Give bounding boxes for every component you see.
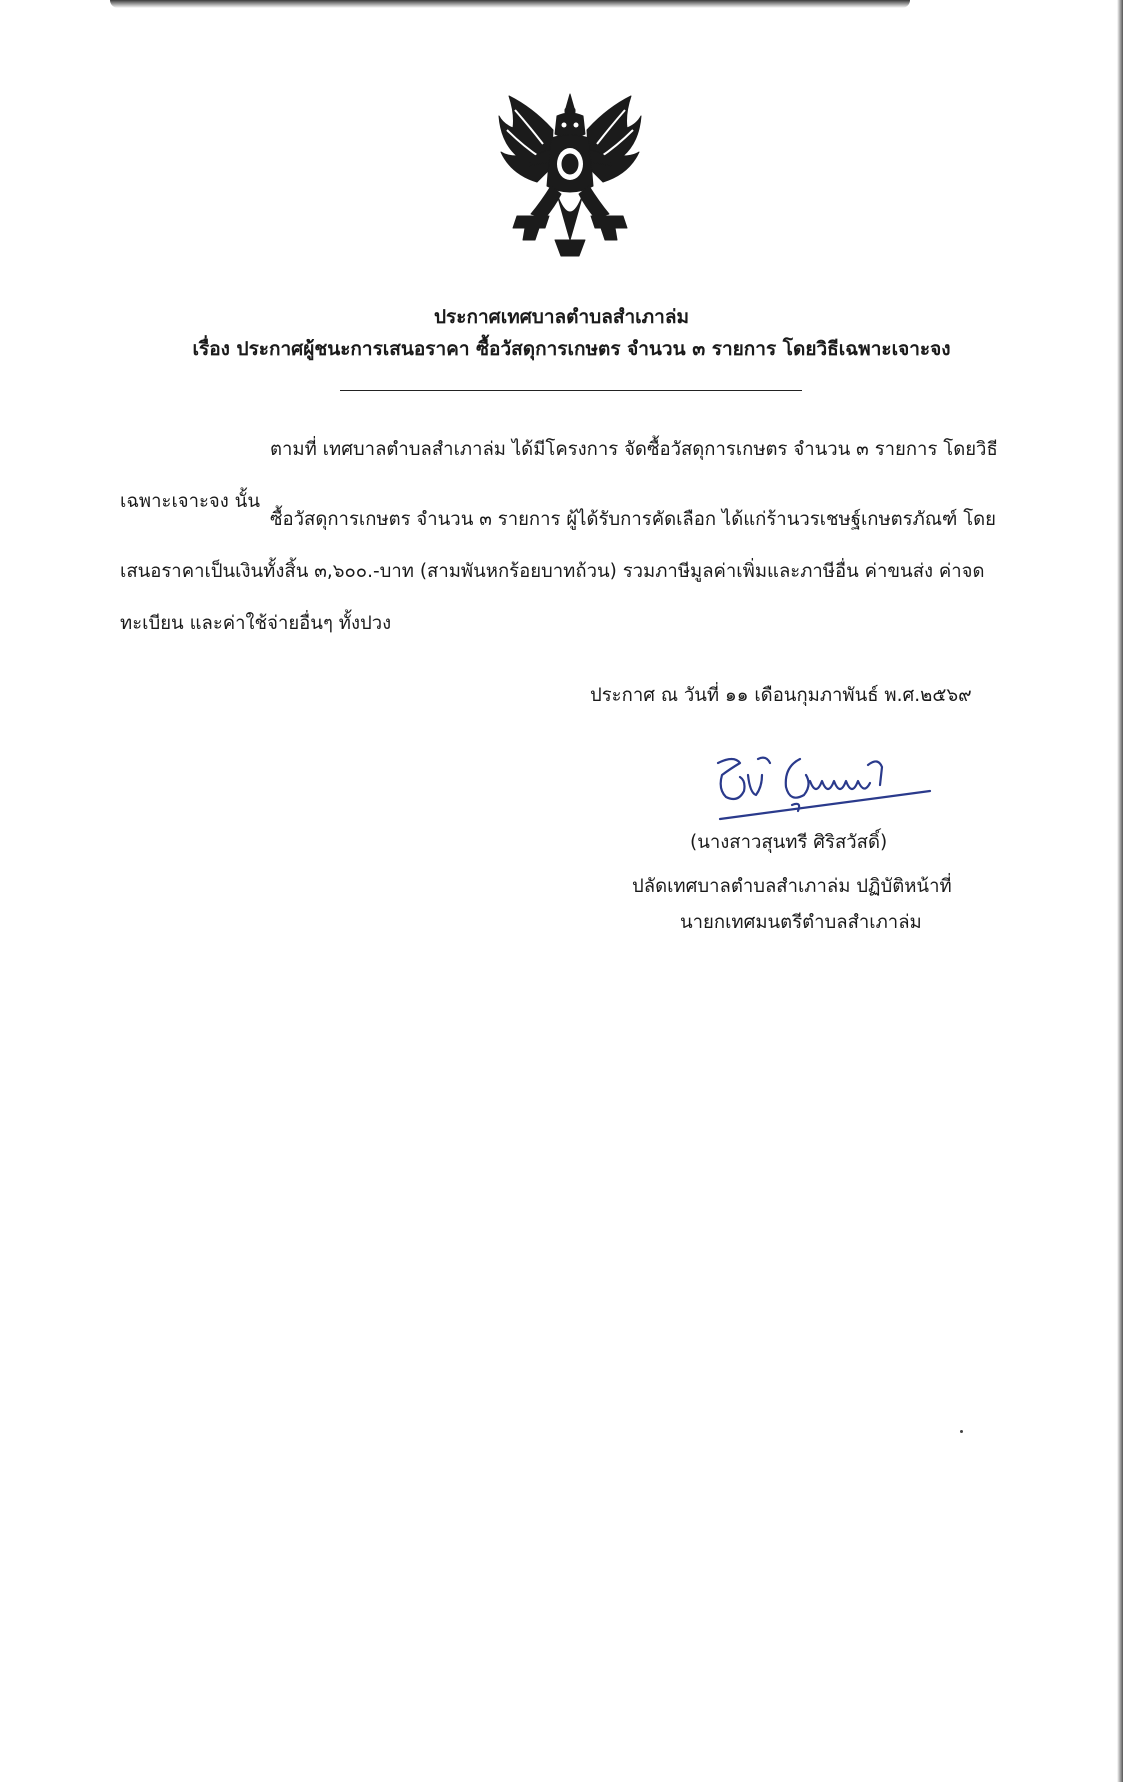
signatory-position-line-2: นายกเทศมนตรีตำบลสำเภาล่ม [680,912,922,933]
handwritten-signature [700,745,945,825]
scan-edge-right [1117,0,1123,1782]
announcement-subject: เรื่อง ประกาศผู้ชนะการเสนอราคา ซื้อวัสดุการเกษตร จำนวน ๓ รายการ โดยวิธีเฉพาะเจาะจง [192,338,951,360]
scan-speck [960,1430,963,1433]
paragraph-2-line-1: ซื้อวัสดุการเกษตร จำนวน ๓ รายการ ผู้ได้รับการคัดเลือก ได้แก่ร้านวรเชษฐ์เกษตรภัณฑ์ โดย [270,509,997,530]
signatory-position-line-1: ปลัดเทศบาลตำบลสำเภาล่ม ปฏิบัติหน้าที่ [632,876,952,897]
paragraph-1-line-1: ตามที่ เทศบาลตำบลสำเภาล่ม ได้มีโครงการ จัดซื้อวัสดุการเกษตร จำนวน ๓ รายการ โดยวิธี [270,439,998,460]
announcement-title: ประกาศเทศบาลตำบลสำเภาล่ม [434,306,689,328]
paragraph-2-line-3: ทะเบียน และค่าใช้จ่ายอื่นๆ ทั้งปวง [120,613,392,634]
paragraph-1-line-2: เฉพาะเจาะจง นั้น [120,491,260,512]
paragraph-2-line-2: เสนอราคาเป็นเงินทั้งสิ้น ๓,๖๐๐.-บาท (สามพันหกร้อยบาทถ้วน) รวมภาษีมูลค่าเพิ่มและภาษีอื่น ค่าขนส่ง ค่าจด [120,561,985,582]
scan-edge-top [110,0,910,8]
header-divider [340,390,802,391]
garuda-emblem-icon [495,90,645,265]
signatory-name: (นางสาวสุนทรี ศิริสวัสดิ์) [690,832,888,853]
announcement-date: ประกาศ ณ วันที่ ๑๑ เดือนกุมภาพันธ์ พ.ศ.๒๕๖๙ [590,685,972,706]
